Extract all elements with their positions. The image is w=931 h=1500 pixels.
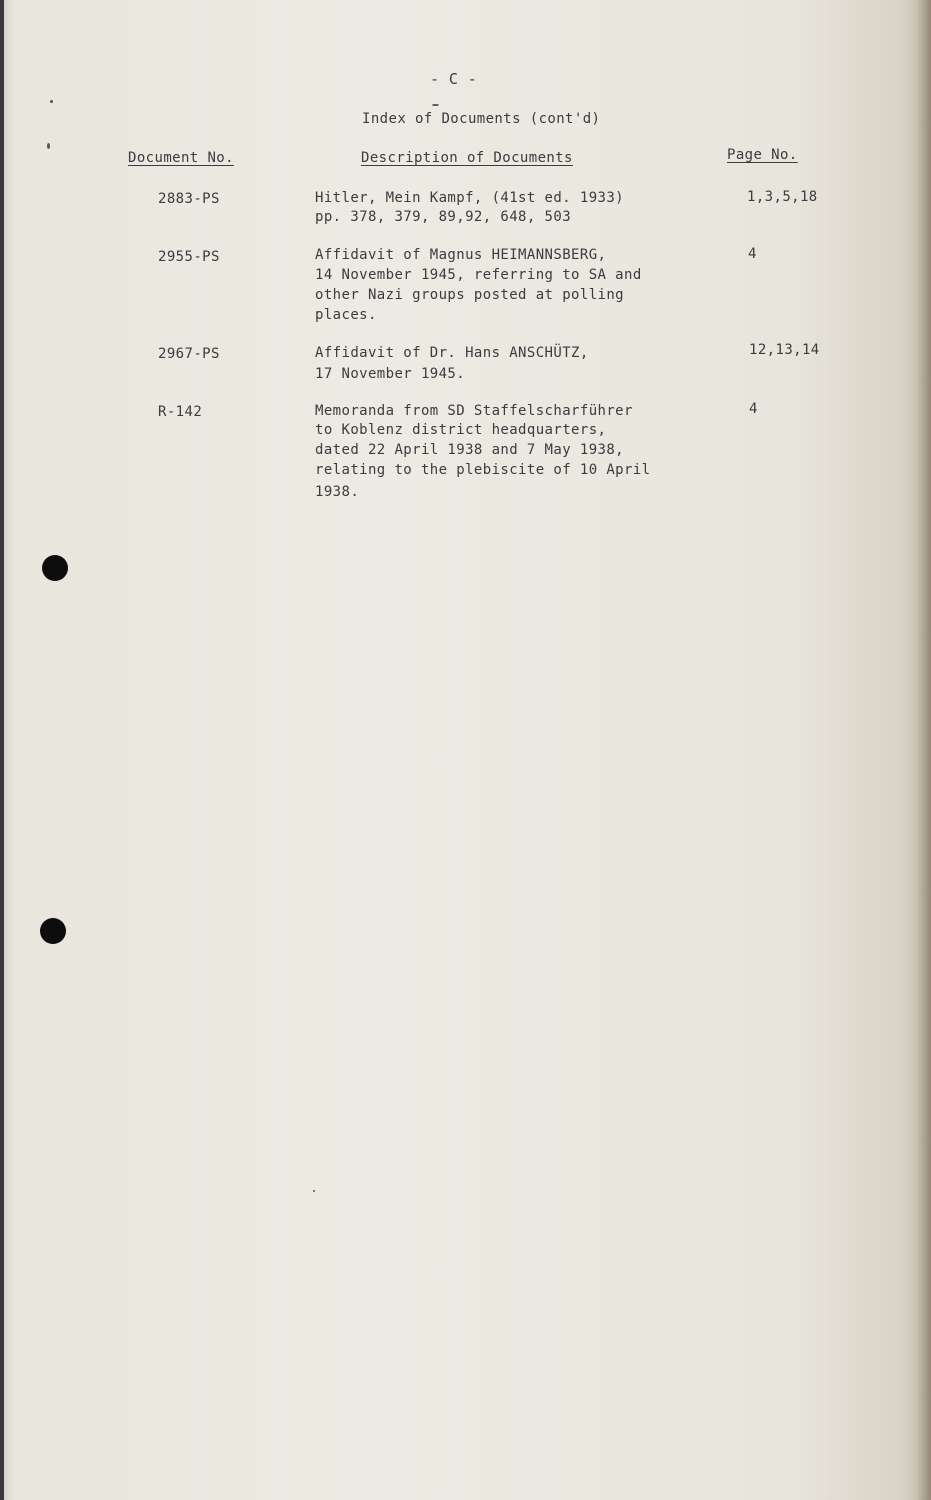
column-header-document-no: Document No. [128, 150, 234, 166]
entry-description-line: 17 November 1945. [315, 366, 466, 382]
paper-speck [50, 100, 53, 103]
entry-description-line: dated 22 April 1938 and 7 May 1938, [315, 442, 625, 458]
column-header-description: Description of Documents [361, 150, 573, 166]
entry-document-no: 2955-PS [158, 249, 220, 265]
entry-description-line: Hitler, Mein Kampf, (41st ed. 1933) [315, 190, 625, 206]
page-right-edge-shadow [917, 0, 931, 1500]
entry-description-line: relating to the plebiscite of 10 April [315, 462, 651, 478]
entry-description-line: Affidavit of Magnus HEIMANNSBERG, [315, 247, 607, 263]
entry-page-numbers: 12,13,14 [749, 342, 820, 358]
punch-hole-upper [42, 555, 68, 581]
column-header-page-no: Page No. [727, 147, 798, 163]
paper-speck [47, 143, 50, 149]
entry-page-numbers: 4 [748, 246, 757, 262]
entry-description-line: to Koblenz district headquarters, [315, 422, 607, 438]
page-left-edge [0, 0, 4, 1500]
entry-description-line: 1938. [315, 484, 360, 500]
paper-speck [432, 104, 439, 106]
entry-description-line: places. [315, 307, 377, 323]
punch-hole-lower [40, 918, 66, 944]
entry-document-no: R-142 [158, 404, 203, 420]
entry-description-line: 14 November 1945, referring to SA and [315, 267, 642, 283]
index-title: Index of Documents (cont'd) [362, 111, 601, 127]
entry-page-numbers: 1,3,5,18 [747, 189, 818, 205]
entry-description-line: pp. 378, 379, 89,92, 648, 503 [315, 209, 572, 225]
entry-description-line: Affidavit of Dr. Hans ANSCHÜTZ, [315, 345, 589, 361]
entry-description-line: Memoranda from SD Staffelscharführer [315, 403, 633, 419]
entry-page-numbers: 4 [749, 401, 758, 417]
paper-speck [313, 1190, 315, 1192]
entry-document-no: 2883-PS [158, 191, 220, 207]
entry-description-line: other Nazi groups posted at polling [315, 287, 625, 303]
page-marker: - C - [430, 70, 478, 88]
entry-document-no: 2967-PS [158, 346, 220, 362]
